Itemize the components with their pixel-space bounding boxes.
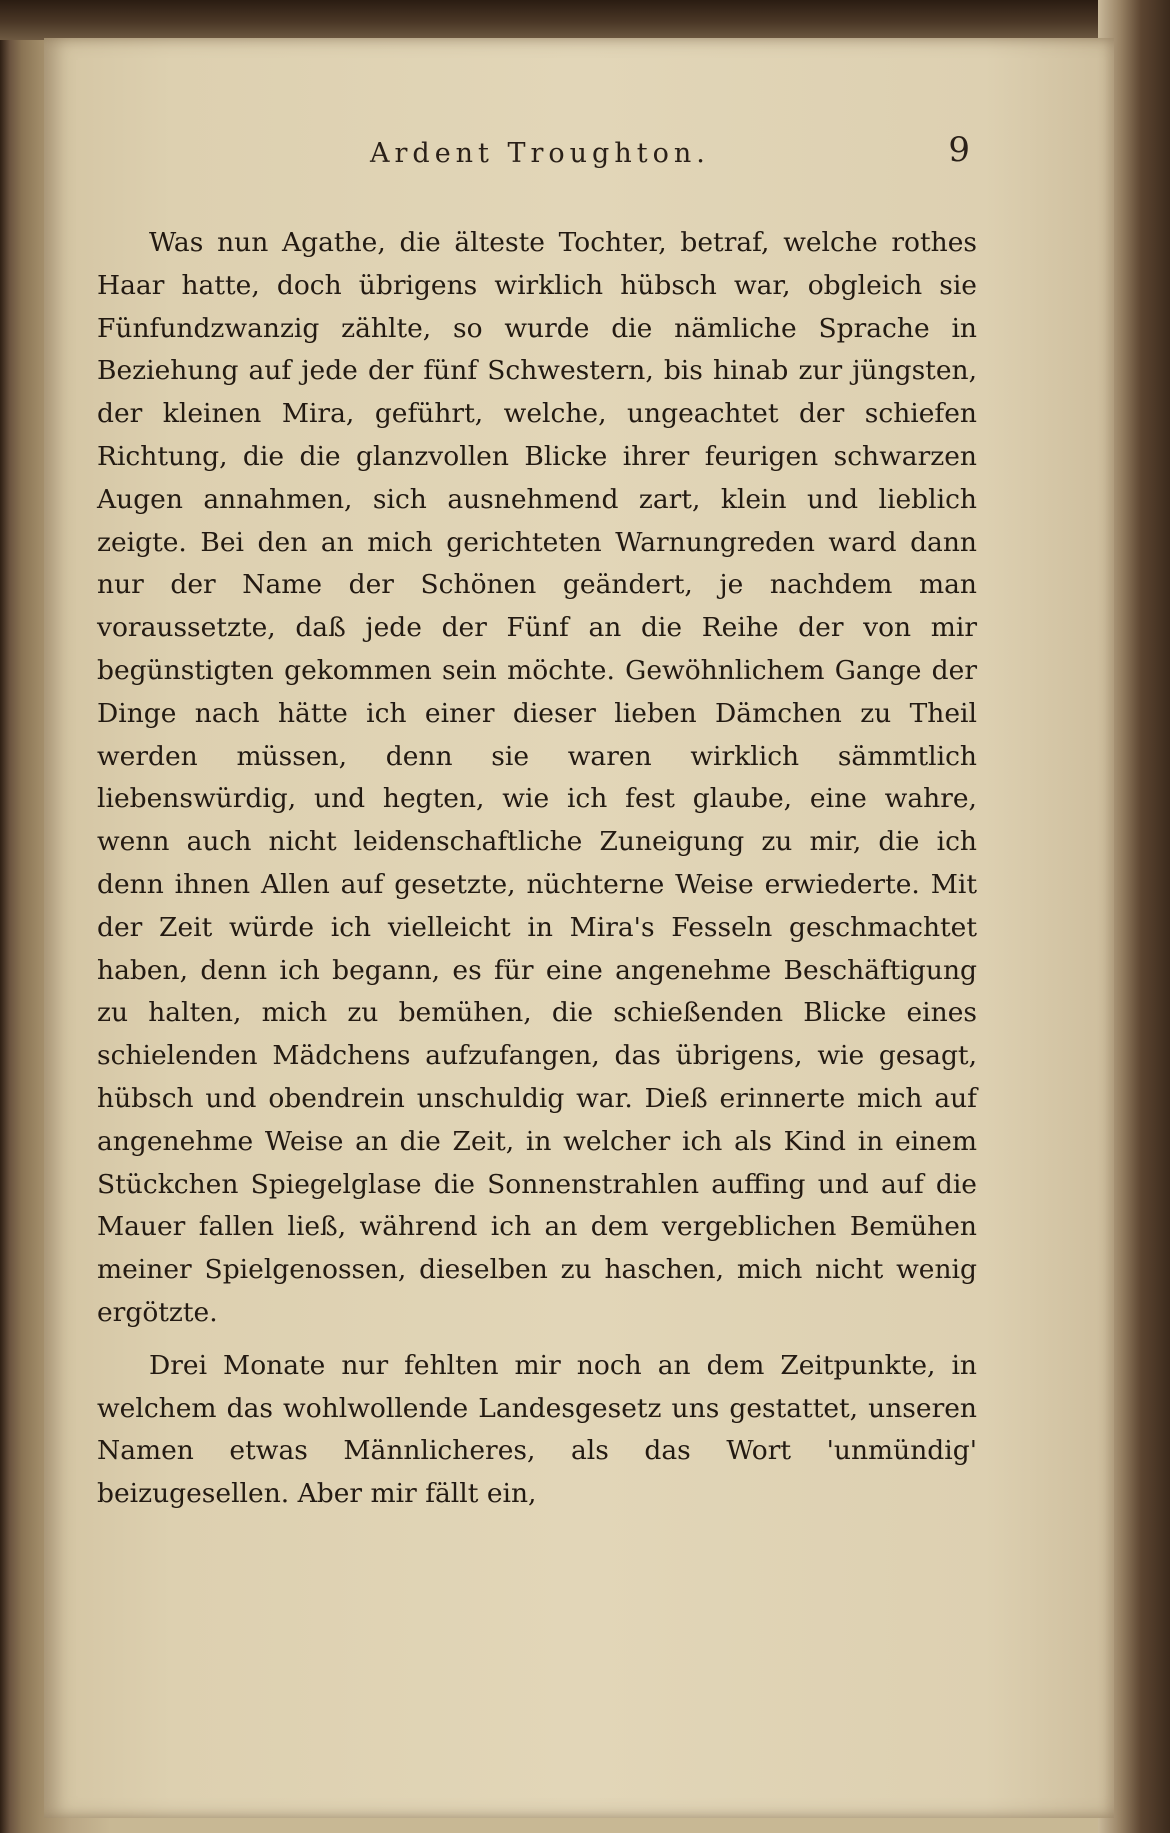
body-text (97, 222, 977, 1516)
page-number: 9 (948, 130, 970, 170)
book-top-edge (0, 0, 1170, 40)
running-title: Ardent Troughton. (370, 138, 710, 169)
paragraph-2: Drei Monate nur fehlten mir noch an dem Zeitpunkte, in welchem das wohlwollende Landesgesetz uns gestattet, unseren Namen etwas Männlicheres, als das Wort 'unmündig' beizugesellen. Aber mir fällt ein, (97, 1349, 977, 1510)
paragraph-1: Was nun Agathe, die älteste Tochter, betraf, welche rothes Haar hatte, doch übrigens wirklich hübsch war, obgleich sie Fünfundzwanzig zählte, so wurde die nämliche Sprache in Beziehung auf jede der fünf Schwestern, bis hinab zur jüngsten, der kleinen Mira, geführt, welche, ungeachtet der schiefen Richtung, die die glanzvollen Blicke ihrer feurigen schwarzen Augen annahmen, sich ausnehmend zart, klein und lieblich zeigte. Bei den an mich gerichteten Warnungreden ward dann nur der Name der Schönen geändert, je nachdem man voraussetzte, daß jede der Fünf an die Reihe der von mir begünstigten gekommen sein möchte. Gewöhnlichem Gange der Dinge nach hätte ich einer dieser lieben Dämchen zu Theil werden müssen, denn sie waren wirklich sämmtlich liebenswürdig, und hegten, wie ich fest glaube, eine wahre, wenn auch nicht leidenschaftliche Zuneigung zu mir, die ich denn ihnen Allen auf gesetzte, nüchterne Weise erwiederte. Mit der Zeit würde ich vielleicht in Mira's Fesseln geschmachtet haben, denn ich begann, es für eine angenehme Beschäftigung zu halten, mich zu bemühen, die schießenden Blicke eines schielenden Mädchens aufzufangen, das übrigens, wie gesagt, hübsch und obendrein unschuldig war. Dieß erinnerte mich auf angenehme Weise an die Zeit, in welcher ich als Kind in einem Stückchen Spiegelglase die Sonnenstrahlen auffing und auf die Mauer fallen ließ, während ich an dem vergeblichen Bemühen meiner Spielgenossen, dieselben zu haschen, mich nicht wenig ergötzte. (97, 227, 977, 1328)
page-header (300, 128, 970, 188)
